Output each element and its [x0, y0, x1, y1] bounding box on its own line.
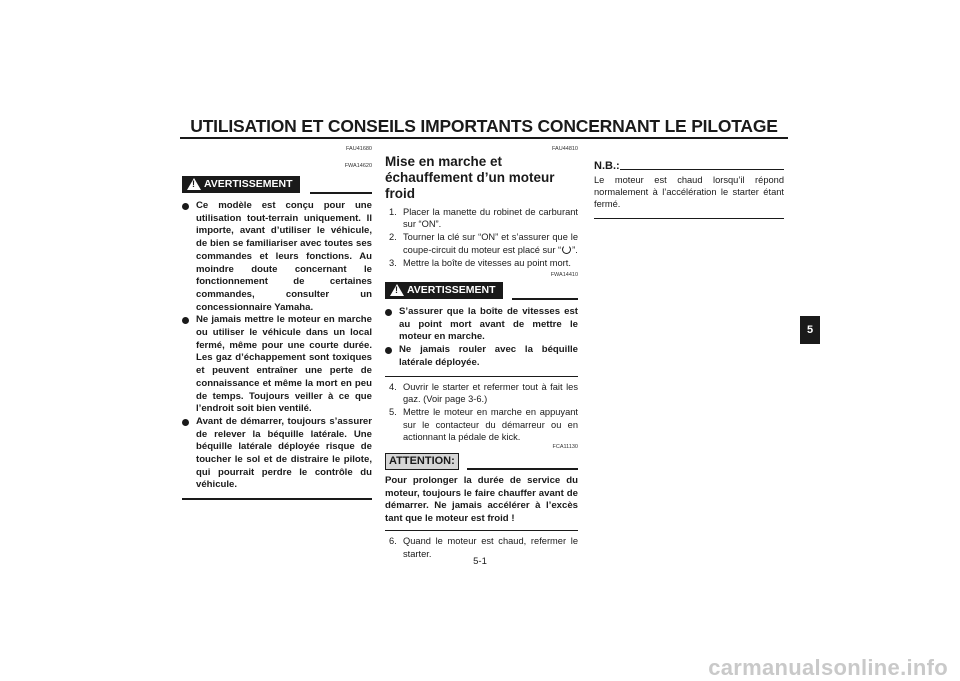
note-rule [620, 169, 784, 170]
note-text: Le moteur est chaud lorsqu’il répond normalement à l’accélération le starter étant fermé. [594, 175, 784, 210]
ref-code: FWA14620 [344, 163, 372, 169]
list-item [385, 231, 578, 255]
note-header [594, 156, 784, 173]
step-number: 6. [389, 536, 397, 547]
bullet-icon [385, 309, 392, 316]
bullet-icon [182, 317, 189, 324]
column-3 [594, 156, 784, 219]
warning-item-text: Ne jamais mettre le moteur en marche ou utiliser le véhicule dans un local fermé, même pour une courte durée. Les gaz d’échappement sont toxiques et peuvent entraîner une perte de connaissance et même la mort en peu de temps. Toujours veiller à ce que l’endroit soit bien ventilé. [196, 314, 372, 415]
step-text: Ouvrir le starter et refermer tout à fait les gaz. (Voir page 3-6.) [403, 382, 578, 405]
note-end-rule [594, 218, 784, 219]
list-item [385, 381, 578, 405]
header-rule [180, 137, 788, 139]
note-label: N.B.: [594, 160, 620, 172]
step-number: 3. [389, 257, 397, 268]
watermark: carmanualsonline.info [708, 655, 948, 680]
step-text: Quand le moteur est chaud, refermer le starter. [403, 536, 578, 559]
step-number: 5. [389, 407, 397, 418]
list-item [385, 306, 578, 344]
list-item [182, 314, 372, 416]
step-number: 2. [389, 232, 397, 243]
warning-list [182, 200, 372, 492]
warning-rule [310, 192, 372, 194]
bullet-icon [385, 347, 392, 354]
warning-list [385, 306, 578, 370]
ref-code: FAU44810 [552, 146, 578, 152]
step-text: Placer la manette du robinet de carburant sur “ON”. [403, 207, 578, 230]
step-number: 4. [389, 382, 397, 393]
steps-list [385, 206, 578, 269]
bullet-icon [182, 419, 189, 426]
warning-label: AVERTISSEMENT [204, 178, 293, 190]
step-text: Mettre le moteur en marche en appuyant sur le contacteur du démarreur ou en actionnant la pédale de kick. [403, 407, 578, 442]
column-2 [385, 146, 578, 561]
warning-item-text: Ce modèle est conçu pour une utilisation tout-terrain uniquement. Il importe, avant d’utiliser le véhicule, de bien se familiariser avec toutes ses commandes et leurs fonctions. Au moindre doute concernant le fonctionnement de certaines commandes, consulter un concessionnaire Yamaha. [196, 200, 372, 313]
warning-badge [182, 176, 300, 193]
chapter-tab: 5 [800, 316, 820, 344]
step-text: ”. [572, 244, 578, 255]
attention-header [385, 453, 578, 473]
step-text: Mettre la boîte de vitesses au point mort. [403, 257, 571, 268]
warning-rule [512, 298, 578, 300]
warning-end-rule [182, 498, 372, 500]
ref-code: FAU41680 [346, 146, 372, 152]
engine-run-switch-icon [562, 245, 571, 254]
warning-item-text: Avant de démarrer, toujours s’assurer de relever la béquille latérale. Une béquille latérale déployée risque de toucher le sol et de distraire le pilote, qui pourrait perdre le contrôle du véhicule. [196, 415, 372, 491]
warning-triangle-icon [390, 284, 404, 296]
page-number: 5-1 [473, 556, 487, 567]
warning-triangle-icon [187, 178, 201, 190]
list-item [182, 416, 372, 492]
list-item [385, 406, 578, 443]
attention-badge: ATTENTION: [385, 453, 459, 470]
list-item [385, 257, 578, 269]
warning-header [182, 176, 372, 196]
ref-code: FWA14410 [550, 272, 578, 279]
warning-end-rule [385, 376, 578, 378]
steps-list [385, 381, 578, 443]
attention-rule [467, 468, 578, 470]
page-title: UTILISATION ET CONSEILS IMPORTANTS CONCERNANT LE PILOTAGE [190, 116, 778, 136]
bullet-icon [182, 203, 189, 210]
attention-end-rule [385, 530, 578, 532]
list-item [385, 344, 578, 369]
ref-code: FCA11130 [552, 444, 578, 451]
step-number: 1. [389, 207, 397, 217]
section-title: Mise en marche et échauffement d’un moteur froid [385, 154, 555, 201]
attention-text: Pour prolonger la durée de service du moteur, toujours le faire chauffer avant de démarrer. Ne jamais accélérer à l’excès tant que le moteur est froid ! [385, 475, 578, 525]
warning-label: AVERTISSEMENT [407, 284, 496, 297]
warning-item-text: S’assurer que la boîte de vitesses est au point mort avant de mettre le moteur en marche. [399, 306, 578, 343]
warning-header [385, 282, 578, 302]
list-item [182, 200, 372, 314]
list-item [385, 206, 578, 230]
step-text: Tourner la clé sur “ON” et s’assurer que le coupe-circuit du moteur est placé sur “ [403, 232, 578, 255]
warning-item-text: Ne jamais rouler avec la béquille latérale déployée. [399, 344, 578, 368]
warning-badge [385, 282, 503, 299]
column-1 [182, 146, 372, 500]
